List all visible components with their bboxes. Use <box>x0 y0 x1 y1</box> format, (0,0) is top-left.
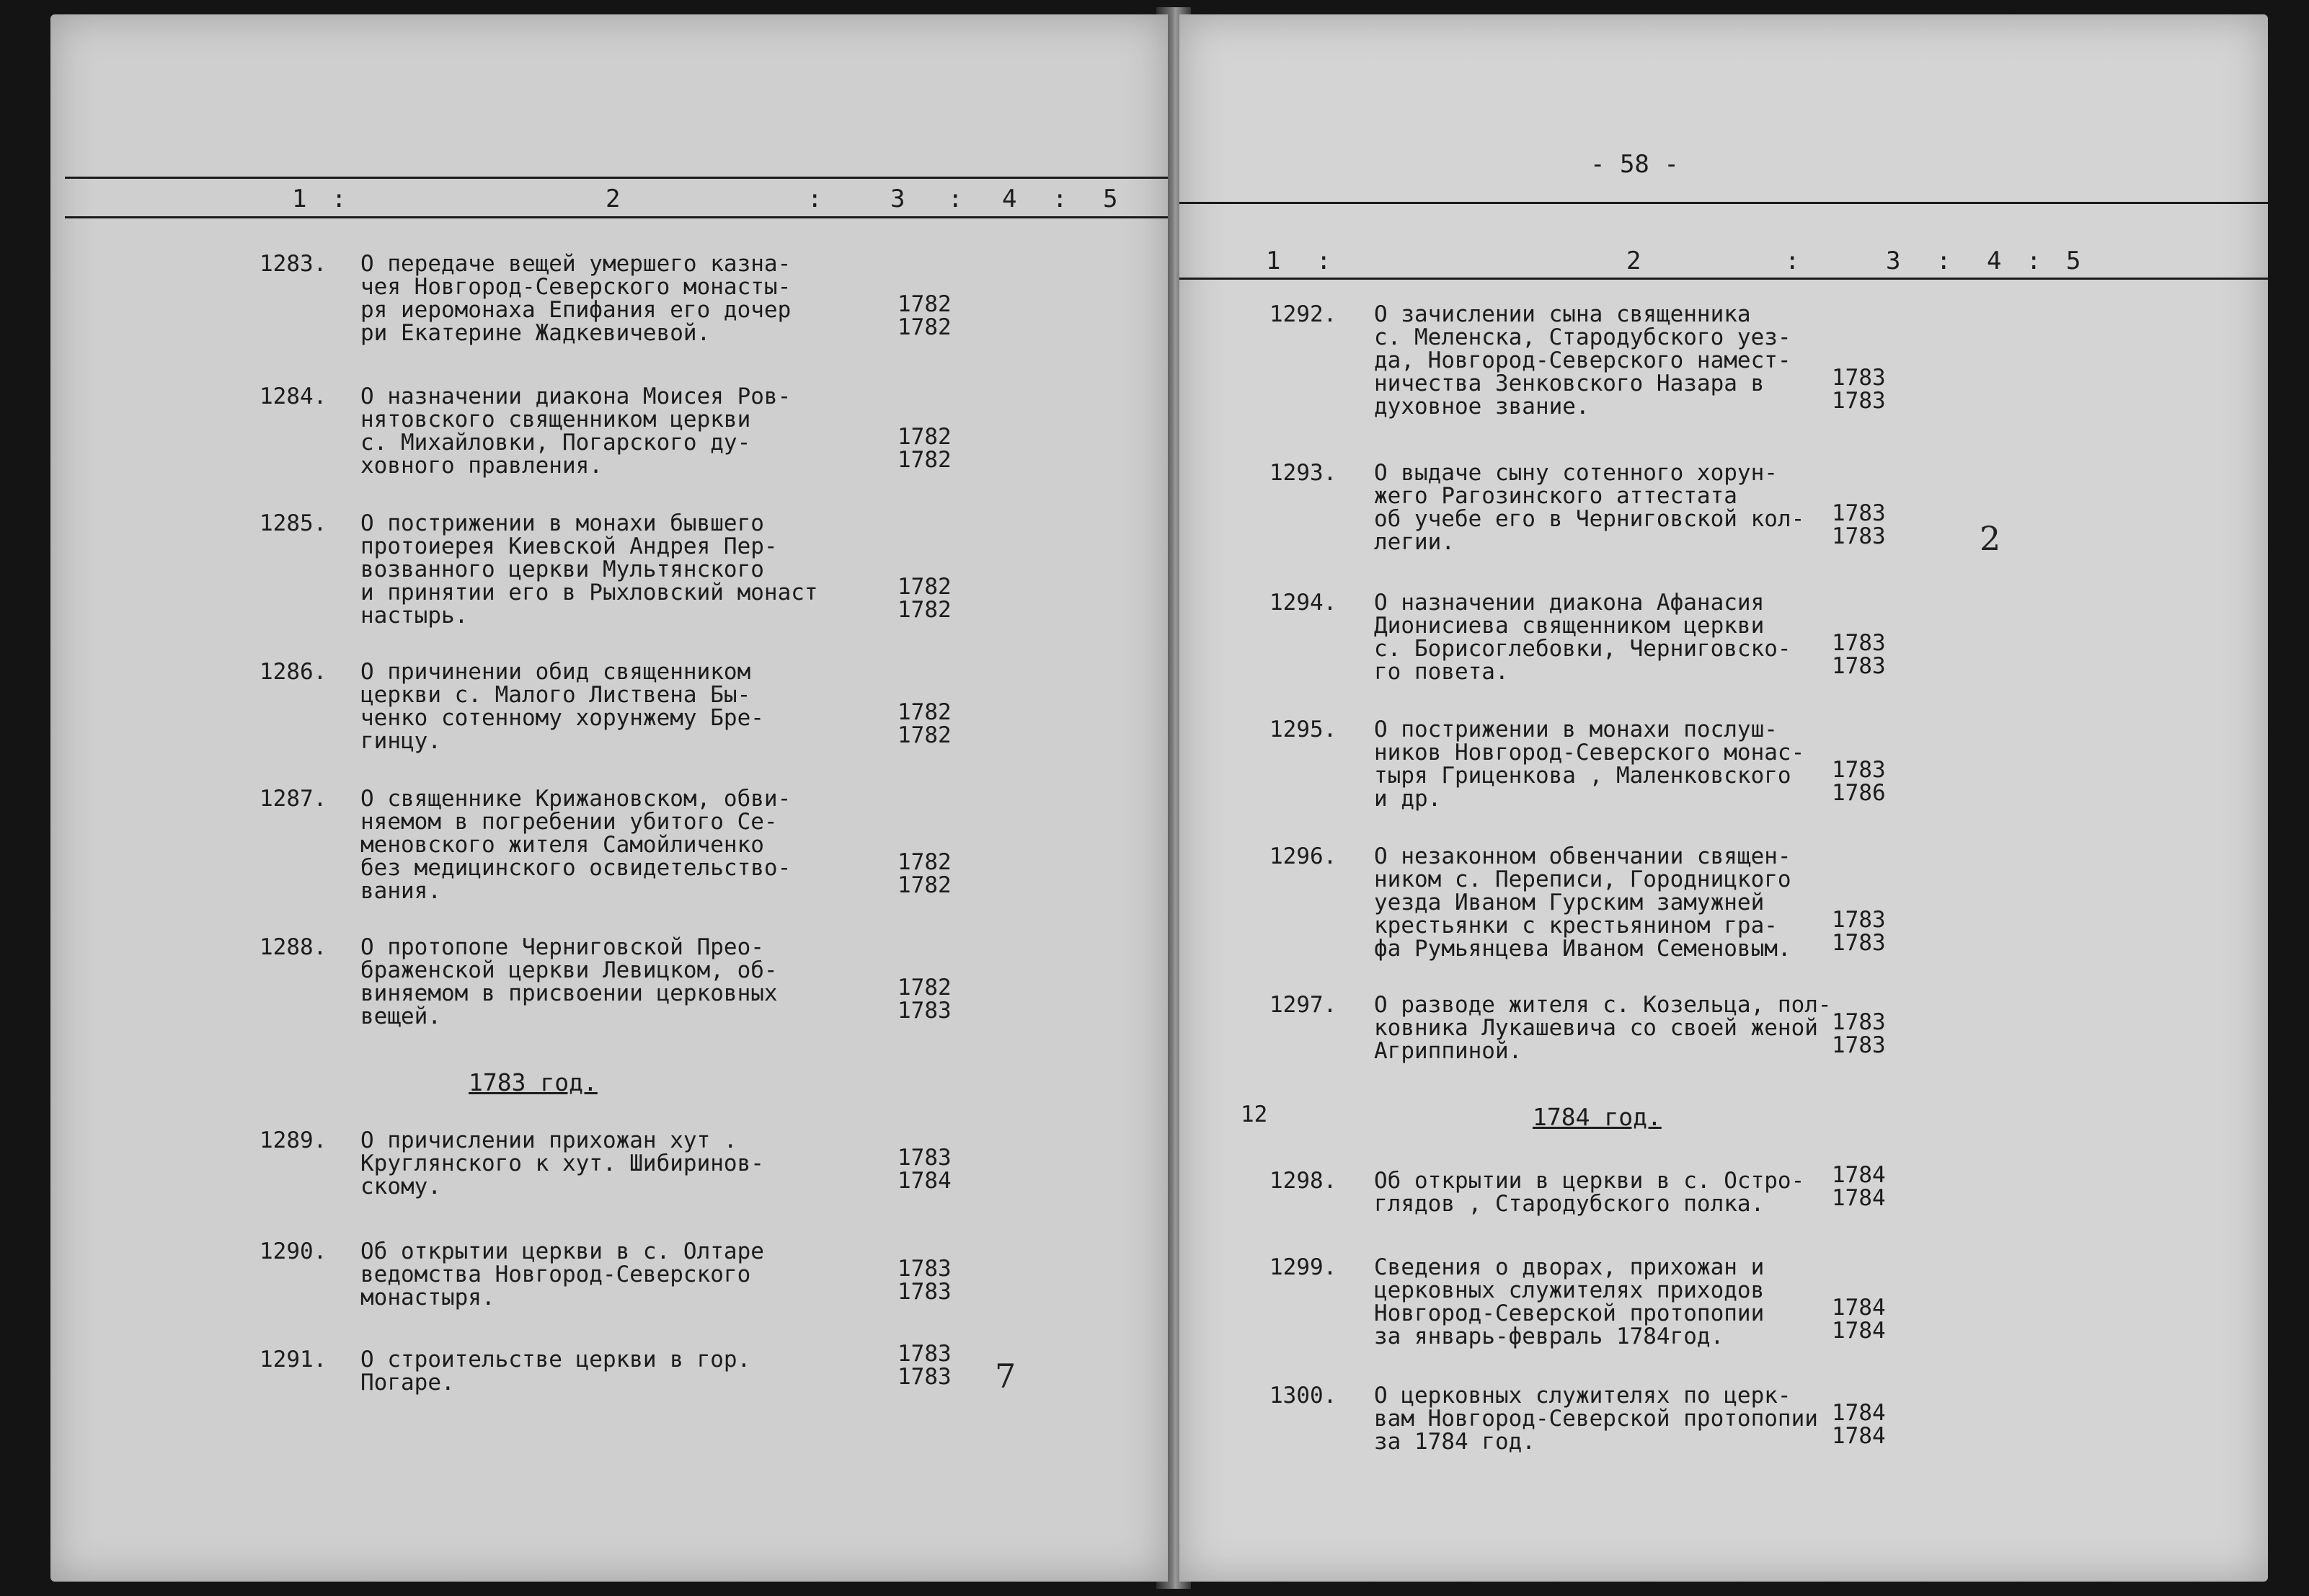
entry-date: 1783 <box>1832 630 1886 656</box>
entry-date: 1784 <box>1832 1162 1886 1188</box>
entry-number: 1292. <box>1269 301 1337 327</box>
header-top-rule <box>1179 202 2268 204</box>
entry-date: 1786 <box>1832 780 1886 806</box>
entry-date: 1783 <box>898 998 952 1024</box>
entry-number: 1296. <box>1269 843 1337 869</box>
entry-description-line: Агриппиной. <box>1374 1038 1523 1064</box>
entry-description-line: О причинении обид священником <box>360 659 751 685</box>
column-separator: : <box>807 185 823 213</box>
entry-row <box>1269 303 2120 425</box>
entry-date: 1782 <box>898 699 952 725</box>
entry-date: 1783 <box>898 1364 952 1390</box>
entry-description-line: О протопопе Черниговской Прео- <box>360 934 764 960</box>
entry-description-line: няемом в погребении убитого Се- <box>360 809 778 835</box>
right-page <box>1179 14 2268 1582</box>
entry-description-line: виняемом в присвоении церковных <box>360 980 778 1006</box>
entry-description-line: вам Новгород-Северской протопопии <box>1374 1406 1818 1432</box>
entry-row <box>260 512 1052 634</box>
entry-description-line: ников Новгород-Северского монас- <box>1374 740 1805 766</box>
entry-number: 1291. <box>260 1347 327 1373</box>
entry-date: 1782 <box>898 872 952 898</box>
entry-row <box>1269 993 2120 1070</box>
entry-description-line: настырь. <box>360 603 469 629</box>
column-header-3: 3 <box>890 185 905 213</box>
entry-date: 1784 <box>1832 1295 1886 1321</box>
entry-number: 1286. <box>260 659 327 685</box>
handwritten-note: 7 <box>995 1357 1016 1396</box>
entry-date: 1783 <box>898 1279 952 1305</box>
entry-description-line: скому. <box>360 1174 441 1200</box>
entry-description-line: О назначении диакона Афанасия <box>1374 590 1765 616</box>
entry-description-line: нятовского священником церкви <box>360 407 751 433</box>
entry-date: 1783 <box>898 1256 952 1282</box>
entry-date: 1784 <box>1832 1423 1886 1449</box>
entry-number: 1287. <box>260 786 327 812</box>
entry-description-line: гинцу. <box>360 728 441 754</box>
entry-date: 1783 <box>1832 653 1886 679</box>
entry-description-line: Сведения о дворах, прихожан и <box>1374 1254 1765 1280</box>
entry-description-line: с. Михайловки, Погарского ду- <box>360 430 751 456</box>
margin-number: 12 <box>1241 1101 1268 1127</box>
entry-row <box>1269 1256 2120 1355</box>
left-page <box>50 14 1168 1582</box>
entry-date: 1783 <box>898 1145 952 1171</box>
entry-row <box>1269 1384 2120 1460</box>
entry-description-line: духовное звание. <box>1374 394 1590 420</box>
entry-number: 1288. <box>260 934 327 960</box>
entry-row <box>260 660 1052 760</box>
entry-row <box>260 787 1052 910</box>
entry-date: 1782 <box>898 291 952 317</box>
entry-description-line: ничества Зенковского Назара в <box>1374 371 1765 396</box>
entry-description-line: да, Новгород-Северского намест- <box>1374 347 1791 373</box>
column-header-4: 4 <box>1002 185 1017 213</box>
entry-description-line: фа Румьянцева Иваном Семеновым. <box>1374 936 1791 962</box>
entry-description-line: браженской церкви Левицком, об- <box>360 957 778 983</box>
entry-description-line: О строительстве церкви в гор. <box>360 1347 751 1373</box>
handwritten-note: 2 <box>1980 519 2001 558</box>
entry-date: 1782 <box>898 424 952 450</box>
entry-row <box>260 936 1052 1035</box>
column-separator: : <box>948 185 963 213</box>
entry-description-line: О пострижении в монахи послуш- <box>1374 717 1778 742</box>
entry-date: 1784 <box>1832 1400 1886 1426</box>
entry-date: 1782 <box>898 722 952 748</box>
entry-description-line: без медицинского освидетельство- <box>360 855 792 881</box>
entry-description-line: тыря Гриценкова , Маленковского <box>1374 763 1791 789</box>
year-heading: 1783 год. <box>469 1068 598 1096</box>
header-bottom-rule <box>65 216 1168 218</box>
entry-description-line: го повета. <box>1374 659 1509 685</box>
entry-description-line: легии. <box>1374 529 1455 555</box>
entry-number: 1293. <box>1269 460 1337 486</box>
entry-date: 1783 <box>1832 1032 1886 1058</box>
entry-description-line: Погаре. <box>360 1370 455 1396</box>
entry-date: 1783 <box>1832 757 1886 783</box>
entry-row <box>1269 845 2120 967</box>
column-separator: : <box>332 185 347 213</box>
entry-date: 1783 <box>1832 365 1886 391</box>
entry-description-line: возванного церкви Мультянского <box>360 557 764 582</box>
entry-date: 1784 <box>898 1168 952 1194</box>
entry-description-line: О церковных служителях по церк- <box>1374 1383 1791 1409</box>
entry-description-line: об учебе его в Черниговской кол- <box>1374 506 1805 532</box>
entry-description-line: за январь-февраль 1784год. <box>1374 1324 1724 1349</box>
entry-number: 1298. <box>1269 1168 1337 1194</box>
column-separator: : <box>2026 247 2042 275</box>
entry-description-line: ченко сотенному хорунжему Бре- <box>360 705 764 731</box>
entry-description-line: ря иеромонаха Епифания его дочер <box>360 297 792 323</box>
entry-description-line: ведомства Новгород-Северского <box>360 1262 751 1287</box>
entry-description-line: и принятии его в Рыхловский монаст <box>360 580 818 606</box>
entry-description-line: О незаконном обвенчании священ- <box>1374 843 1791 869</box>
entry-description-line: монастыря. <box>360 1285 495 1311</box>
column-header-2: 2 <box>606 185 621 213</box>
entry-date: 1782 <box>898 314 952 340</box>
entry-row <box>260 1240 1052 1316</box>
entry-date: 1782 <box>898 597 952 623</box>
entry-description-line: вания. <box>360 878 441 904</box>
header-bottom-rule <box>1179 278 2268 280</box>
entry-date: 1783 <box>898 1341 952 1367</box>
entry-description-line: глядов , Стародубского полка. <box>1374 1191 1765 1217</box>
column-header-1: 1 <box>1266 247 1281 275</box>
entry-date: 1783 <box>1832 523 1886 549</box>
entry-row <box>260 252 1052 352</box>
entry-description-line: О выдаче сыну сотенного хорун- <box>1374 460 1778 486</box>
entry-row <box>260 385 1052 484</box>
entry-description-line: Об открытии церкви в с. Олтаре <box>360 1238 764 1264</box>
column-header-5: 5 <box>1103 185 1118 213</box>
column-header-1: 1 <box>292 185 307 213</box>
entry-date: 1783 <box>1832 388 1886 414</box>
entry-date: 1782 <box>898 574 952 600</box>
entry-description-line: уезда Иваном Гурским замужней <box>1374 890 1765 916</box>
entry-description-line: Об открытии в церкви в с. Остро- <box>1374 1168 1805 1194</box>
entry-number: 1297. <box>1269 992 1337 1018</box>
entry-description-line: Новгород-Северской протопопии <box>1374 1300 1765 1326</box>
entry-description-line: ковника Лукашевича со своей женой <box>1374 1015 1818 1041</box>
entry-description-line: ником с. Переписи, Городницкого <box>1374 866 1791 892</box>
entry-description-line: церковных служителях приходов <box>1374 1277 1765 1303</box>
entry-number: 1295. <box>1269 717 1337 742</box>
entry-number: 1283. <box>260 251 327 277</box>
entry-description-line: ховного правления. <box>360 453 603 479</box>
column-separator: : <box>1785 247 1800 275</box>
entry-row <box>260 1129 1052 1205</box>
entry-date: 1783 <box>1832 907 1886 933</box>
entry-description-line: О пострижении в монахи бывшего <box>360 510 764 536</box>
entry-description-line: чея Новгород-Северского монасты- <box>360 274 792 300</box>
entry-description-line: О передаче вещей умершего казна- <box>360 251 792 277</box>
column-header-5: 5 <box>2066 247 2081 275</box>
column-separator: : <box>1936 247 1951 275</box>
entry-description-line: ри Екатерине Жадкевичевой. <box>360 320 711 346</box>
entry-date: 1784 <box>1832 1185 1886 1211</box>
entry-number: 1289. <box>260 1127 327 1153</box>
header-top-rule <box>65 177 1168 179</box>
column-separator: : <box>1052 185 1068 213</box>
entry-description-line: меновского жителя Самойличенко <box>360 832 764 858</box>
entry-row <box>1269 718 2120 817</box>
page-number: - 58 - <box>1590 150 1679 179</box>
entry-date: 1783 <box>1832 500 1886 526</box>
entry-description-line: за 1784 год. <box>1374 1429 1535 1455</box>
entry-description-line: О разводе жителя с. Козельца, пол- <box>1374 992 1832 1018</box>
entry-date: 1782 <box>898 975 952 1001</box>
entry-description-line: О причислении прихожан хут . <box>360 1127 737 1153</box>
entry-number: 1300. <box>1269 1383 1337 1409</box>
entry-date: 1782 <box>898 849 952 875</box>
entry-number: 1285. <box>260 510 327 536</box>
entry-description-line: с. Борисоглебовки, Черниговско- <box>1374 636 1791 662</box>
entry-description-line: церкви с. Малого Листвена Бы- <box>360 682 751 708</box>
column-separator: : <box>1316 247 1331 275</box>
entry-description-line: вещей. <box>360 1003 441 1029</box>
entry-date: 1783 <box>1832 1009 1886 1035</box>
entry-description-line: О назначении диакона Моисея Ров- <box>360 384 792 409</box>
entry-description-line: Круглянского к хут. Шибиринов- <box>360 1151 764 1176</box>
entry-date: 1783 <box>1832 930 1886 956</box>
entry-description-line: с. Меленска, Стародубского уез- <box>1374 324 1791 350</box>
entry-description-line: О зачислении сына священника <box>1374 301 1751 327</box>
entry-row <box>260 1341 1052 1401</box>
entry-number: 1284. <box>260 384 327 409</box>
column-header-4: 4 <box>1987 247 2002 275</box>
entry-description-line: крестьянки с крестьянином гра- <box>1374 913 1778 939</box>
year-heading: 1784 год. <box>1533 1103 1662 1131</box>
entry-number: 1294. <box>1269 590 1337 616</box>
entry-date: 1782 <box>898 447 952 473</box>
entry-row <box>1269 591 2120 691</box>
entry-number: 1290. <box>260 1238 327 1264</box>
entry-number: 1299. <box>1269 1254 1337 1280</box>
entry-row <box>1269 1162 2120 1223</box>
column-header-2: 2 <box>1626 247 1641 275</box>
entry-date: 1784 <box>1832 1318 1886 1344</box>
column-header-3: 3 <box>1886 247 1901 275</box>
entry-description-line: Дионисиева священником церкви <box>1374 613 1765 639</box>
entry-description-line: О священнике Крижановском, обви- <box>360 786 792 812</box>
entry-description-line: протоиерея Киевской Андрея Пер- <box>360 533 778 559</box>
entry-description-line: и др. <box>1374 786 1442 812</box>
entry-description-line: жего Рагозинского аттестата <box>1374 483 1737 509</box>
